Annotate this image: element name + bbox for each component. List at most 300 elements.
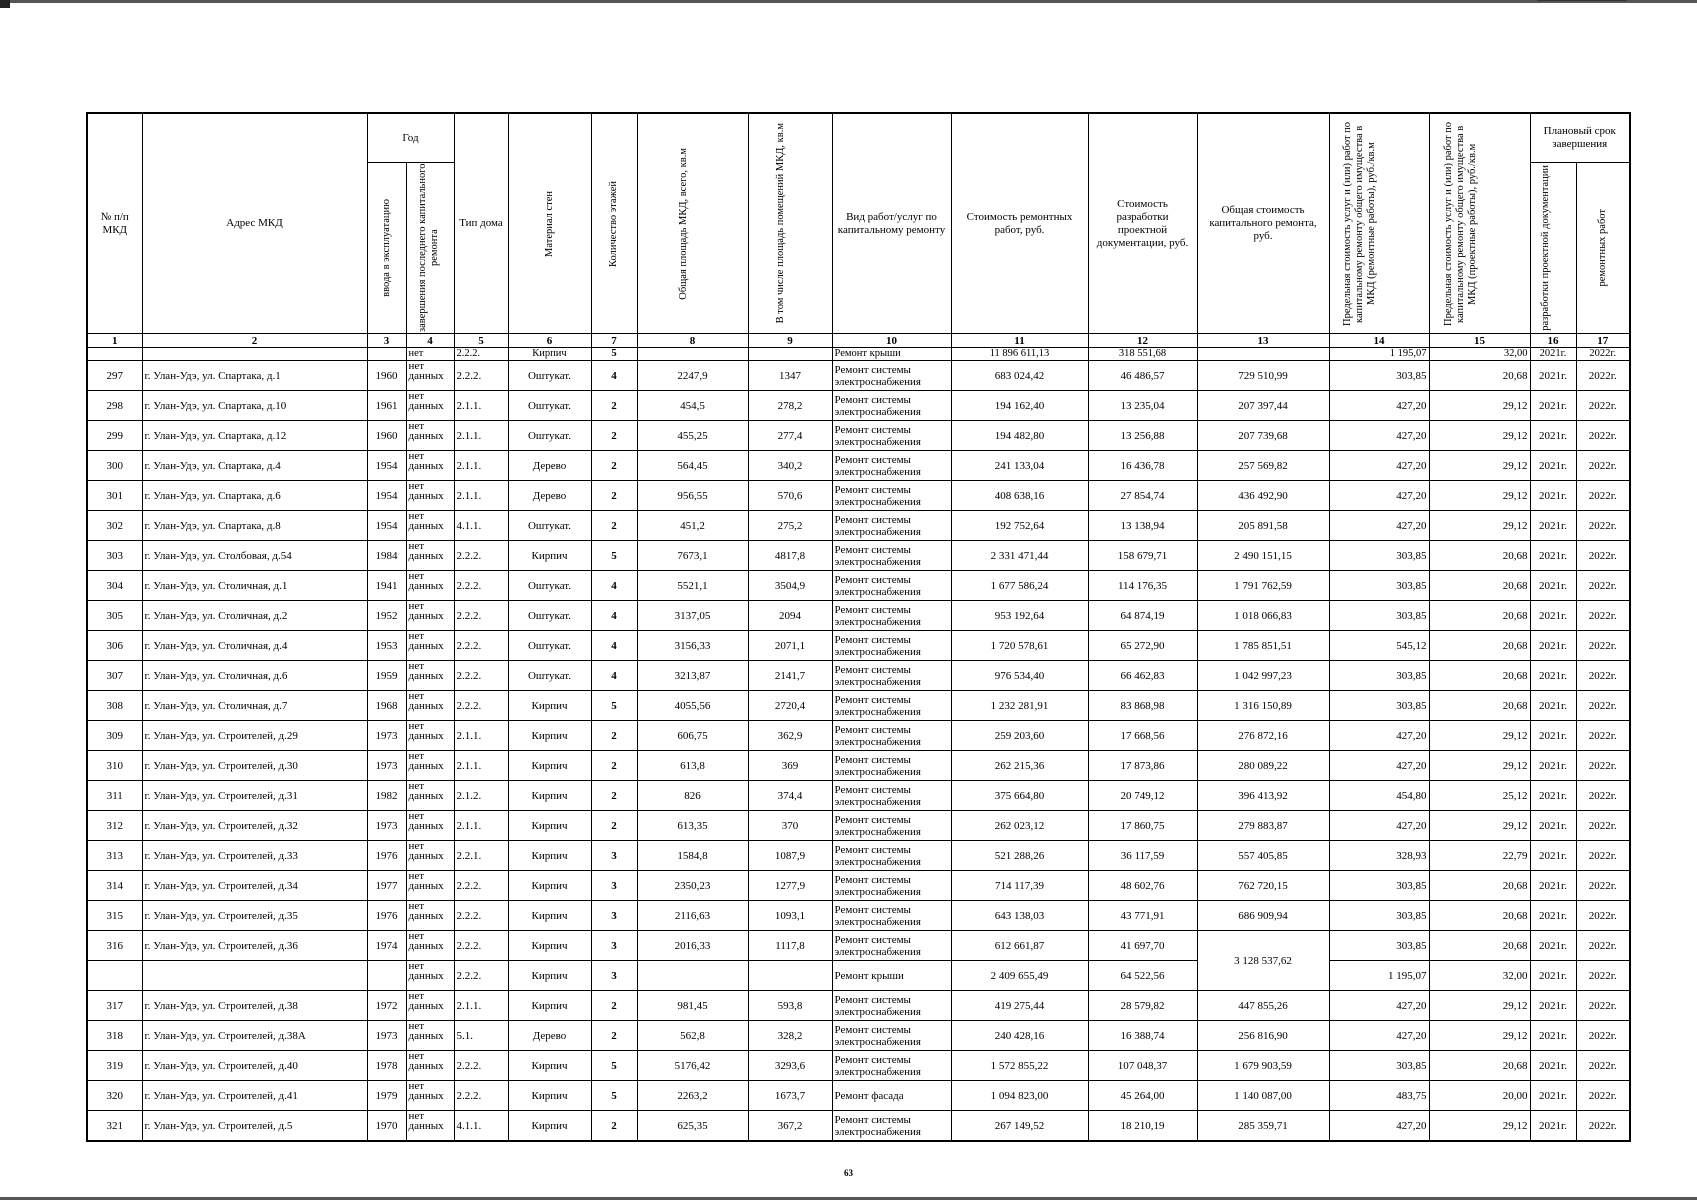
house-type-cell: 2.1.1. bbox=[454, 751, 508, 781]
floors-cell: 4 bbox=[591, 631, 637, 661]
year-commission-cell: 1960 bbox=[367, 361, 406, 391]
total-cost-cell: 686 909,94 bbox=[1197, 901, 1329, 931]
design-cost-cell: 20 749,12 bbox=[1088, 781, 1197, 811]
limit-repair-cell: 427,20 bbox=[1329, 811, 1429, 841]
floors-cell: 3 bbox=[591, 871, 637, 901]
limit-design-cell: 20,68 bbox=[1429, 661, 1530, 691]
premises-area-cell: 362,9 bbox=[748, 721, 832, 751]
house-type-cell: 2.2.2. bbox=[454, 691, 508, 721]
row-number-cell: 319 bbox=[87, 1051, 142, 1081]
floors-cell: 2 bbox=[591, 391, 637, 421]
table-row: нет 2.2.2. Кирпич 5 Ремонт крыши 11 896 611,13 318 551,68 1 195,07 32,00 2021г. 2022г. bbox=[87, 348, 1630, 361]
table-row bbox=[87, 481, 1630, 511]
design-cost-cell: 16 436,78 bbox=[1088, 451, 1197, 481]
work-type-cell: Ремонт системы электроснабжения bbox=[832, 751, 951, 781]
deadline-repair-cell: 2022г. bbox=[1576, 691, 1630, 721]
column-number: 10 bbox=[832, 334, 951, 348]
work-type-cell: Ремонт системы электроснабжения bbox=[832, 1051, 951, 1081]
repair-cost-cell: 262 023,12 bbox=[951, 811, 1088, 841]
header-num: № п/п МКД bbox=[87, 113, 142, 334]
premises-area-cell: 3293,6 bbox=[748, 1051, 832, 1081]
design-cost-cell: 64 522,56 bbox=[1088, 961, 1197, 991]
limit-design-cell: 29,12 bbox=[1429, 1021, 1530, 1051]
page-number: 63 bbox=[844, 1168, 853, 1178]
header-premises-area: В том числе площадь помещений МКД, кв.м bbox=[748, 113, 832, 334]
column-number: 3 bbox=[367, 334, 406, 348]
address-cell: г. Улан-Удэ, ул. Строителей, д.38 bbox=[142, 991, 367, 1021]
deadline-repair-cell: 2022г. bbox=[1576, 991, 1630, 1021]
premises-area-cell: 1673,7 bbox=[748, 1081, 832, 1111]
limit-design-cell: 32,00 bbox=[1429, 961, 1530, 991]
limit-repair-cell: 303,85 bbox=[1329, 901, 1429, 931]
deadline-repair-cell: 2022г. bbox=[1576, 811, 1630, 841]
wall-material-cell: Оштукат. bbox=[508, 421, 591, 451]
design-cost-cell: 36 117,59 bbox=[1088, 841, 1197, 871]
last-repair-cell: нет данных bbox=[406, 421, 454, 451]
table-row bbox=[87, 751, 1630, 781]
deadline-repair-cell: 2022г. bbox=[1576, 631, 1630, 661]
limit-design-cell: 20,68 bbox=[1429, 1051, 1530, 1081]
year-commission-cell: 1973 bbox=[367, 751, 406, 781]
table-row bbox=[87, 1051, 1630, 1081]
house-type-cell: 2.2.2. bbox=[454, 661, 508, 691]
table-row bbox=[87, 691, 1630, 721]
total-cost-cell: 557 405,85 bbox=[1197, 841, 1329, 871]
deadline-design-cell: 2021г. bbox=[1530, 931, 1576, 961]
repair-cost-cell: 262 215,36 bbox=[951, 751, 1088, 781]
deadline-design-cell: 2021г. bbox=[1530, 1051, 1576, 1081]
limit-design-cell: 20,68 bbox=[1429, 931, 1530, 961]
floors-cell: 2 bbox=[591, 511, 637, 541]
premises-area-cell: 277,4 bbox=[748, 421, 832, 451]
limit-repair-cell: 427,20 bbox=[1329, 1111, 1429, 1142]
deadline-repair-cell: 2022г. bbox=[1576, 481, 1630, 511]
deadline-repair-cell: 2022г. bbox=[1576, 1021, 1630, 1051]
table-row bbox=[87, 1081, 1630, 1111]
limit-repair-cell: 328,93 bbox=[1329, 841, 1429, 871]
premises-area-cell: 328,2 bbox=[748, 1021, 832, 1051]
deadline-design-cell: 2021г. bbox=[1530, 631, 1576, 661]
floors-cell: 3 bbox=[591, 841, 637, 871]
header-floors: Количество этажей bbox=[591, 113, 637, 334]
row-number-cell: 298 bbox=[87, 391, 142, 421]
year-commission-cell bbox=[367, 961, 406, 991]
address-cell: г. Улан-Удэ, ул. Строителей, д.33 bbox=[142, 841, 367, 871]
row-number-cell: 316 bbox=[87, 931, 142, 961]
design-cost-cell: 158 679,71 bbox=[1088, 541, 1197, 571]
premises-area-cell: 3504,9 bbox=[748, 571, 832, 601]
limit-repair-cell: 427,20 bbox=[1329, 391, 1429, 421]
row-number-cell: 312 bbox=[87, 811, 142, 841]
work-type-cell: Ремонт системы электроснабжения bbox=[832, 571, 951, 601]
wall-material-cell: Оштукат. bbox=[508, 511, 591, 541]
design-cost-cell: 18 210,19 bbox=[1088, 1111, 1197, 1142]
column-number: 8 bbox=[637, 334, 748, 348]
premises-area-cell: 370 bbox=[748, 811, 832, 841]
repair-program-table bbox=[86, 112, 1631, 1142]
work-type-cell: Ремонт системы электроснабжения bbox=[832, 511, 951, 541]
design-cost-cell: 65 272,90 bbox=[1088, 631, 1197, 661]
limit-repair-cell: 427,20 bbox=[1329, 481, 1429, 511]
work-type-cell: Ремонт системы электроснабжения bbox=[832, 631, 951, 661]
total-cost-cell: 3 128 537,62 bbox=[1197, 931, 1329, 991]
wall-material-cell: Кирпич bbox=[508, 991, 591, 1021]
limit-design-cell: 20,68 bbox=[1429, 601, 1530, 631]
year-commission-cell: 1972 bbox=[367, 991, 406, 1021]
column-number: 16 bbox=[1530, 334, 1576, 348]
total-area-cell: 3156,33 bbox=[637, 631, 748, 661]
limit-repair-cell: 483,75 bbox=[1329, 1081, 1429, 1111]
house-type-cell: 2.2.2. bbox=[454, 1081, 508, 1111]
total-area-cell: 454,5 bbox=[637, 391, 748, 421]
row-number-cell: 321 bbox=[87, 1111, 142, 1142]
table-row bbox=[87, 571, 1630, 601]
deadline-design-cell: 2021г. bbox=[1530, 1021, 1576, 1051]
header-deadline-design: разработки проектной документации bbox=[1530, 163, 1576, 334]
premises-area-cell: 2094 bbox=[748, 601, 832, 631]
year-commission-cell: 1979 bbox=[367, 1081, 406, 1111]
header-address: Адрес МКД bbox=[142, 113, 367, 334]
header-house-type: Тип дома bbox=[454, 113, 508, 334]
work-type-cell: Ремонт системы электроснабжения bbox=[832, 601, 951, 631]
limit-repair-cell: 303,85 bbox=[1329, 661, 1429, 691]
deadline-repair-cell: 2022г. bbox=[1576, 781, 1630, 811]
deadline-design-cell: 2021г. bbox=[1530, 781, 1576, 811]
row-number-cell: 309 bbox=[87, 721, 142, 751]
design-cost-cell: 13 235,04 bbox=[1088, 391, 1197, 421]
total-cost-cell: 1 042 997,23 bbox=[1197, 661, 1329, 691]
deadline-repair-cell: 2022г. bbox=[1576, 841, 1630, 871]
row-number-cell: 320 bbox=[87, 1081, 142, 1111]
year-commission-cell: 1984 bbox=[367, 541, 406, 571]
house-type-cell: 2.2.2. bbox=[454, 931, 508, 961]
header-deadline-group: Плановый срок завершения bbox=[1530, 113, 1630, 163]
last-repair-cell: нет данных bbox=[406, 841, 454, 871]
design-cost-cell: 27 854,74 bbox=[1088, 481, 1197, 511]
work-type-cell: Ремонт системы электроснабжения bbox=[832, 841, 951, 871]
row-number-cell bbox=[87, 961, 142, 991]
limit-repair-cell: 303,85 bbox=[1329, 571, 1429, 601]
floors-cell: 4 bbox=[591, 571, 637, 601]
house-type-cell: 2.2.2. bbox=[454, 571, 508, 601]
deadline-design-cell: 2021г. bbox=[1530, 961, 1576, 991]
wall-material-cell: Оштукат. bbox=[508, 361, 591, 391]
address-cell: г. Улан-Удэ, ул. Столичная, д.7 bbox=[142, 691, 367, 721]
limit-repair-cell: 303,85 bbox=[1329, 601, 1429, 631]
deadline-repair-cell: 2022г. bbox=[1576, 421, 1630, 451]
address-cell bbox=[142, 961, 367, 991]
limit-design-cell: 29,12 bbox=[1429, 991, 1530, 1021]
limit-design-cell: 29,12 bbox=[1429, 511, 1530, 541]
table-row bbox=[87, 961, 1630, 991]
total-cost-cell: 729 510,99 bbox=[1197, 361, 1329, 391]
repair-cost-cell: 2 331 471,44 bbox=[951, 541, 1088, 571]
last-repair-cell: нет данных bbox=[406, 541, 454, 571]
repair-cost-cell: 1 677 586,24 bbox=[951, 571, 1088, 601]
house-type-cell: 2.1.1. bbox=[454, 811, 508, 841]
total-area-cell: 451,2 bbox=[637, 511, 748, 541]
house-type-cell: 2.1.1. bbox=[454, 991, 508, 1021]
floors-cell: 5 bbox=[591, 1081, 637, 1111]
wall-material-cell: Кирпич bbox=[508, 961, 591, 991]
table-row bbox=[87, 991, 1630, 1021]
total-cost-cell: 1 018 066,83 bbox=[1197, 601, 1329, 631]
total-area-cell: 3137,05 bbox=[637, 601, 748, 631]
year-commission-cell: 1977 bbox=[367, 871, 406, 901]
column-number: 11 bbox=[951, 334, 1088, 348]
deadline-design-cell: 2021г. bbox=[1530, 511, 1576, 541]
deadline-design-cell: 2021г. bbox=[1530, 871, 1576, 901]
design-cost-cell: 64 874,19 bbox=[1088, 601, 1197, 631]
work-type-cell: Ремонт системы электроснабжения bbox=[832, 991, 951, 1021]
work-type-cell: Ремонт системы электроснабжения bbox=[832, 1021, 951, 1051]
limit-design-cell: 20,68 bbox=[1429, 871, 1530, 901]
deadline-design-cell: 2021г. bbox=[1530, 361, 1576, 391]
work-type-cell: Ремонт системы электроснабжения bbox=[832, 481, 951, 511]
wall-material-cell: Кирпич bbox=[508, 781, 591, 811]
wall-material-cell: Оштукат. bbox=[508, 571, 591, 601]
last-repair-cell: нет данных bbox=[406, 811, 454, 841]
premises-area-cell: 1117,8 bbox=[748, 931, 832, 961]
row-number-cell: 315 bbox=[87, 901, 142, 931]
floors-cell: 2 bbox=[591, 451, 637, 481]
work-type-cell: Ремонт системы электроснабжения bbox=[832, 781, 951, 811]
design-cost-cell: 48 602,76 bbox=[1088, 871, 1197, 901]
limit-repair-cell: 1 195,07 bbox=[1329, 961, 1429, 991]
repair-cost-cell: 683 024,42 bbox=[951, 361, 1088, 391]
year-commission-cell: 1973 bbox=[367, 721, 406, 751]
total-area-cell: 826 bbox=[637, 781, 748, 811]
address-cell: г. Улан-Удэ, ул. Строителей, д.31 bbox=[142, 781, 367, 811]
limit-repair-cell: 303,85 bbox=[1329, 931, 1429, 961]
floors-cell: 2 bbox=[591, 721, 637, 751]
table-row bbox=[87, 601, 1630, 631]
total-area-cell: 2263,2 bbox=[637, 1081, 748, 1111]
floors-cell: 2 bbox=[591, 1111, 637, 1142]
deadline-repair-cell: 2022г. bbox=[1576, 871, 1630, 901]
year-commission-cell: 1959 bbox=[367, 661, 406, 691]
row-number-cell: 301 bbox=[87, 481, 142, 511]
total-cost-cell: 1 791 762,59 bbox=[1197, 571, 1329, 601]
deadline-design-cell: 2021г. bbox=[1530, 481, 1576, 511]
year-commission-cell: 1953 bbox=[367, 631, 406, 661]
deadline-repair-cell: 2022г. bbox=[1576, 511, 1630, 541]
wall-material-cell: Кирпич bbox=[508, 1081, 591, 1111]
house-type-cell: 2.2.2. bbox=[454, 901, 508, 931]
limit-repair-cell: 303,85 bbox=[1329, 871, 1429, 901]
header-wall-material: Материал стен bbox=[508, 113, 591, 334]
deadline-design-cell: 2021г. bbox=[1530, 811, 1576, 841]
premises-area-cell: 340,2 bbox=[748, 451, 832, 481]
address-cell: г. Улан-Удэ, ул. Строителей, д.41 bbox=[142, 1081, 367, 1111]
total-area-cell: 4055,56 bbox=[637, 691, 748, 721]
repair-cost-cell: 612 661,87 bbox=[951, 931, 1088, 961]
year-commission-cell: 1974 bbox=[367, 931, 406, 961]
row-number-cell: 306 bbox=[87, 631, 142, 661]
limit-repair-cell: 427,20 bbox=[1329, 991, 1429, 1021]
address-cell: г. Улан-Удэ, ул. Строителей, д.38А bbox=[142, 1021, 367, 1051]
floors-cell: 2 bbox=[591, 781, 637, 811]
deadline-design-cell: 2021г. bbox=[1530, 721, 1576, 751]
house-type-cell: 2.2.1. bbox=[454, 841, 508, 871]
wall-material-cell: Кирпич bbox=[508, 721, 591, 751]
total-area-cell: 2016,33 bbox=[637, 931, 748, 961]
deadline-repair-cell: 2022г. bbox=[1576, 541, 1630, 571]
premises-area-cell: 1347 bbox=[748, 361, 832, 391]
header-total-cost: Общая стоимость капитального ремонта, руб. bbox=[1197, 113, 1329, 334]
deadline-design-cell: 2021г. bbox=[1530, 901, 1576, 931]
premises-area-cell: 593,8 bbox=[748, 991, 832, 1021]
wall-material-cell: Кирпич bbox=[508, 541, 591, 571]
wall-material-cell: Кирпич bbox=[508, 1051, 591, 1081]
last-repair-cell: нет данных bbox=[406, 601, 454, 631]
floors-cell: 2 bbox=[591, 1021, 637, 1051]
year-commission-cell: 1976 bbox=[367, 901, 406, 931]
repair-cost-cell: 192 752,64 bbox=[951, 511, 1088, 541]
total-area-cell: 2116,63 bbox=[637, 901, 748, 931]
floors-cell: 2 bbox=[591, 751, 637, 781]
deadline-design-cell: 2021г. bbox=[1530, 541, 1576, 571]
address-cell: г. Улан-Удэ, ул. Строителей, д.32 bbox=[142, 811, 367, 841]
header-repair-cost: Стоимость ремонтных работ, руб. bbox=[951, 113, 1088, 334]
year-commission-cell: 1954 bbox=[367, 451, 406, 481]
limit-repair-cell: 303,85 bbox=[1329, 691, 1429, 721]
total-area-cell: 564,45 bbox=[637, 451, 748, 481]
deadline-repair-cell: 2022г. bbox=[1576, 931, 1630, 961]
address-cell: г. Улан-Удэ, ул. Строителей, д.29 bbox=[142, 721, 367, 751]
limit-design-cell: 20,68 bbox=[1429, 691, 1530, 721]
column-number: 15 bbox=[1429, 334, 1530, 348]
work-type-cell: Ремонт фасада bbox=[832, 1081, 951, 1111]
repair-cost-cell: 953 192,64 bbox=[951, 601, 1088, 631]
year-commission-cell: 1982 bbox=[367, 781, 406, 811]
design-cost-cell: 66 462,83 bbox=[1088, 661, 1197, 691]
house-type-cell: 4.1.1. bbox=[454, 511, 508, 541]
table-row bbox=[87, 451, 1630, 481]
row-number-cell: 303 bbox=[87, 541, 142, 571]
year-commission-cell: 1973 bbox=[367, 1021, 406, 1051]
column-number: 13 bbox=[1197, 334, 1329, 348]
floors-cell: 3 bbox=[591, 931, 637, 961]
column-number: 17 bbox=[1576, 334, 1630, 348]
column-number: 6 bbox=[508, 334, 591, 348]
deadline-repair-cell: 2022г. bbox=[1576, 1051, 1630, 1081]
limit-repair-cell: 427,20 bbox=[1329, 451, 1429, 481]
total-cost-cell: 205 891,58 bbox=[1197, 511, 1329, 541]
row-number-cell: 311 bbox=[87, 781, 142, 811]
design-cost-cell: 13 256,88 bbox=[1088, 421, 1197, 451]
deadline-design-cell: 2021г. bbox=[1530, 1081, 1576, 1111]
repair-cost-cell: 259 203,60 bbox=[951, 721, 1088, 751]
work-type-cell: Ремонт системы электроснабжения bbox=[832, 721, 951, 751]
column-number: 9 bbox=[748, 334, 832, 348]
design-cost-cell: 45 264,00 bbox=[1088, 1081, 1197, 1111]
table-row bbox=[87, 391, 1630, 421]
column-number: 12 bbox=[1088, 334, 1197, 348]
total-cost-cell: 207 397,44 bbox=[1197, 391, 1329, 421]
header-year-group: Год bbox=[367, 113, 454, 163]
last-repair-cell: нет данных bbox=[406, 361, 454, 391]
house-type-cell: 2.2.2. bbox=[454, 871, 508, 901]
total-area-cell: 562,8 bbox=[637, 1021, 748, 1051]
floors-cell: 4 bbox=[591, 601, 637, 631]
house-type-cell: 2.2.2. bbox=[454, 601, 508, 631]
last-repair-cell: нет данных bbox=[406, 1051, 454, 1081]
last-repair-cell: нет данных bbox=[406, 691, 454, 721]
table-row bbox=[87, 931, 1630, 961]
design-cost-cell: 41 697,70 bbox=[1088, 931, 1197, 961]
table-row bbox=[87, 541, 1630, 571]
address-cell: г. Улан-Удэ, ул. Строителей, д.34 bbox=[142, 871, 367, 901]
floors-cell: 2 bbox=[591, 421, 637, 451]
year-commission-cell: 1973 bbox=[367, 811, 406, 841]
total-cost-cell: 280 089,22 bbox=[1197, 751, 1329, 781]
header-limit-design: Предельная стоимость услуг и (или) работ по капитальному ремонту общего имущества в МКД (проектные работы), руб./кв.м bbox=[1429, 113, 1530, 334]
address-cell: г. Улан-Удэ, ул. Спартака, д.12 bbox=[142, 421, 367, 451]
total-area-cell: 1584,8 bbox=[637, 841, 748, 871]
limit-design-cell: 29,12 bbox=[1429, 1111, 1530, 1142]
column-number: 4 bbox=[406, 334, 454, 348]
deadline-design-cell: 2021г. bbox=[1530, 751, 1576, 781]
wall-material-cell: Кирпич bbox=[508, 841, 591, 871]
total-area-cell: 5521,1 bbox=[637, 571, 748, 601]
deadline-repair-cell: 2022г. bbox=[1576, 1111, 1630, 1142]
last-repair-cell: нет данных bbox=[406, 451, 454, 481]
column-number-row bbox=[87, 334, 1630, 348]
house-type-cell: 2.1.1. bbox=[454, 721, 508, 751]
address-cell: г. Улан-Удэ, ул. Строителей, д.40 bbox=[142, 1051, 367, 1081]
limit-repair-cell: 454,80 bbox=[1329, 781, 1429, 811]
table-row bbox=[87, 871, 1630, 901]
deadline-design-cell: 2021г. bbox=[1530, 451, 1576, 481]
limit-design-cell: 29,12 bbox=[1429, 451, 1530, 481]
scan-corner-mark bbox=[0, 0, 10, 8]
total-cost-cell: 447 855,26 bbox=[1197, 991, 1329, 1021]
limit-design-cell: 29,12 bbox=[1429, 721, 1530, 751]
total-area-cell: 625,35 bbox=[637, 1111, 748, 1142]
wall-material-cell: Кирпич bbox=[508, 1111, 591, 1142]
design-cost-cell: 16 388,74 bbox=[1088, 1021, 1197, 1051]
header-design-cost: Стоимость разработки проектной документации, руб. bbox=[1088, 113, 1197, 334]
row-number-cell: 308 bbox=[87, 691, 142, 721]
work-type-cell: Ремонт системы электроснабжения bbox=[832, 1111, 951, 1142]
deadline-design-cell: 2021г. bbox=[1530, 1111, 1576, 1142]
total-cost-cell: 257 569,82 bbox=[1197, 451, 1329, 481]
last-repair-cell: нет данных bbox=[406, 781, 454, 811]
total-cost-cell: 285 359,71 bbox=[1197, 1111, 1329, 1142]
column-number: 1 bbox=[87, 334, 142, 348]
row-number-cell: 317 bbox=[87, 991, 142, 1021]
house-type-cell: 2.1.1. bbox=[454, 451, 508, 481]
wall-material-cell: Кирпич bbox=[508, 901, 591, 931]
design-cost-cell: 13 138,94 bbox=[1088, 511, 1197, 541]
limit-design-cell: 20,68 bbox=[1429, 541, 1530, 571]
design-cost-cell: 83 868,98 bbox=[1088, 691, 1197, 721]
repair-cost-cell: 714 117,39 bbox=[951, 871, 1088, 901]
work-type-cell: Ремонт системы электроснабжения bbox=[832, 871, 951, 901]
work-type-cell: Ремонт системы электроснабжения bbox=[832, 901, 951, 931]
limit-repair-cell: 427,20 bbox=[1329, 511, 1429, 541]
wall-material-cell: Кирпич bbox=[508, 871, 591, 901]
total-area-cell: 606,75 bbox=[637, 721, 748, 751]
premises-area-cell bbox=[748, 961, 832, 991]
repair-cost-cell: 267 149,52 bbox=[951, 1111, 1088, 1142]
last-repair-cell: нет данных bbox=[406, 1081, 454, 1111]
table-row bbox=[87, 811, 1630, 841]
premises-area-cell: 4817,8 bbox=[748, 541, 832, 571]
year-commission-cell: 1961 bbox=[367, 391, 406, 421]
total-area-cell: 613,35 bbox=[637, 811, 748, 841]
